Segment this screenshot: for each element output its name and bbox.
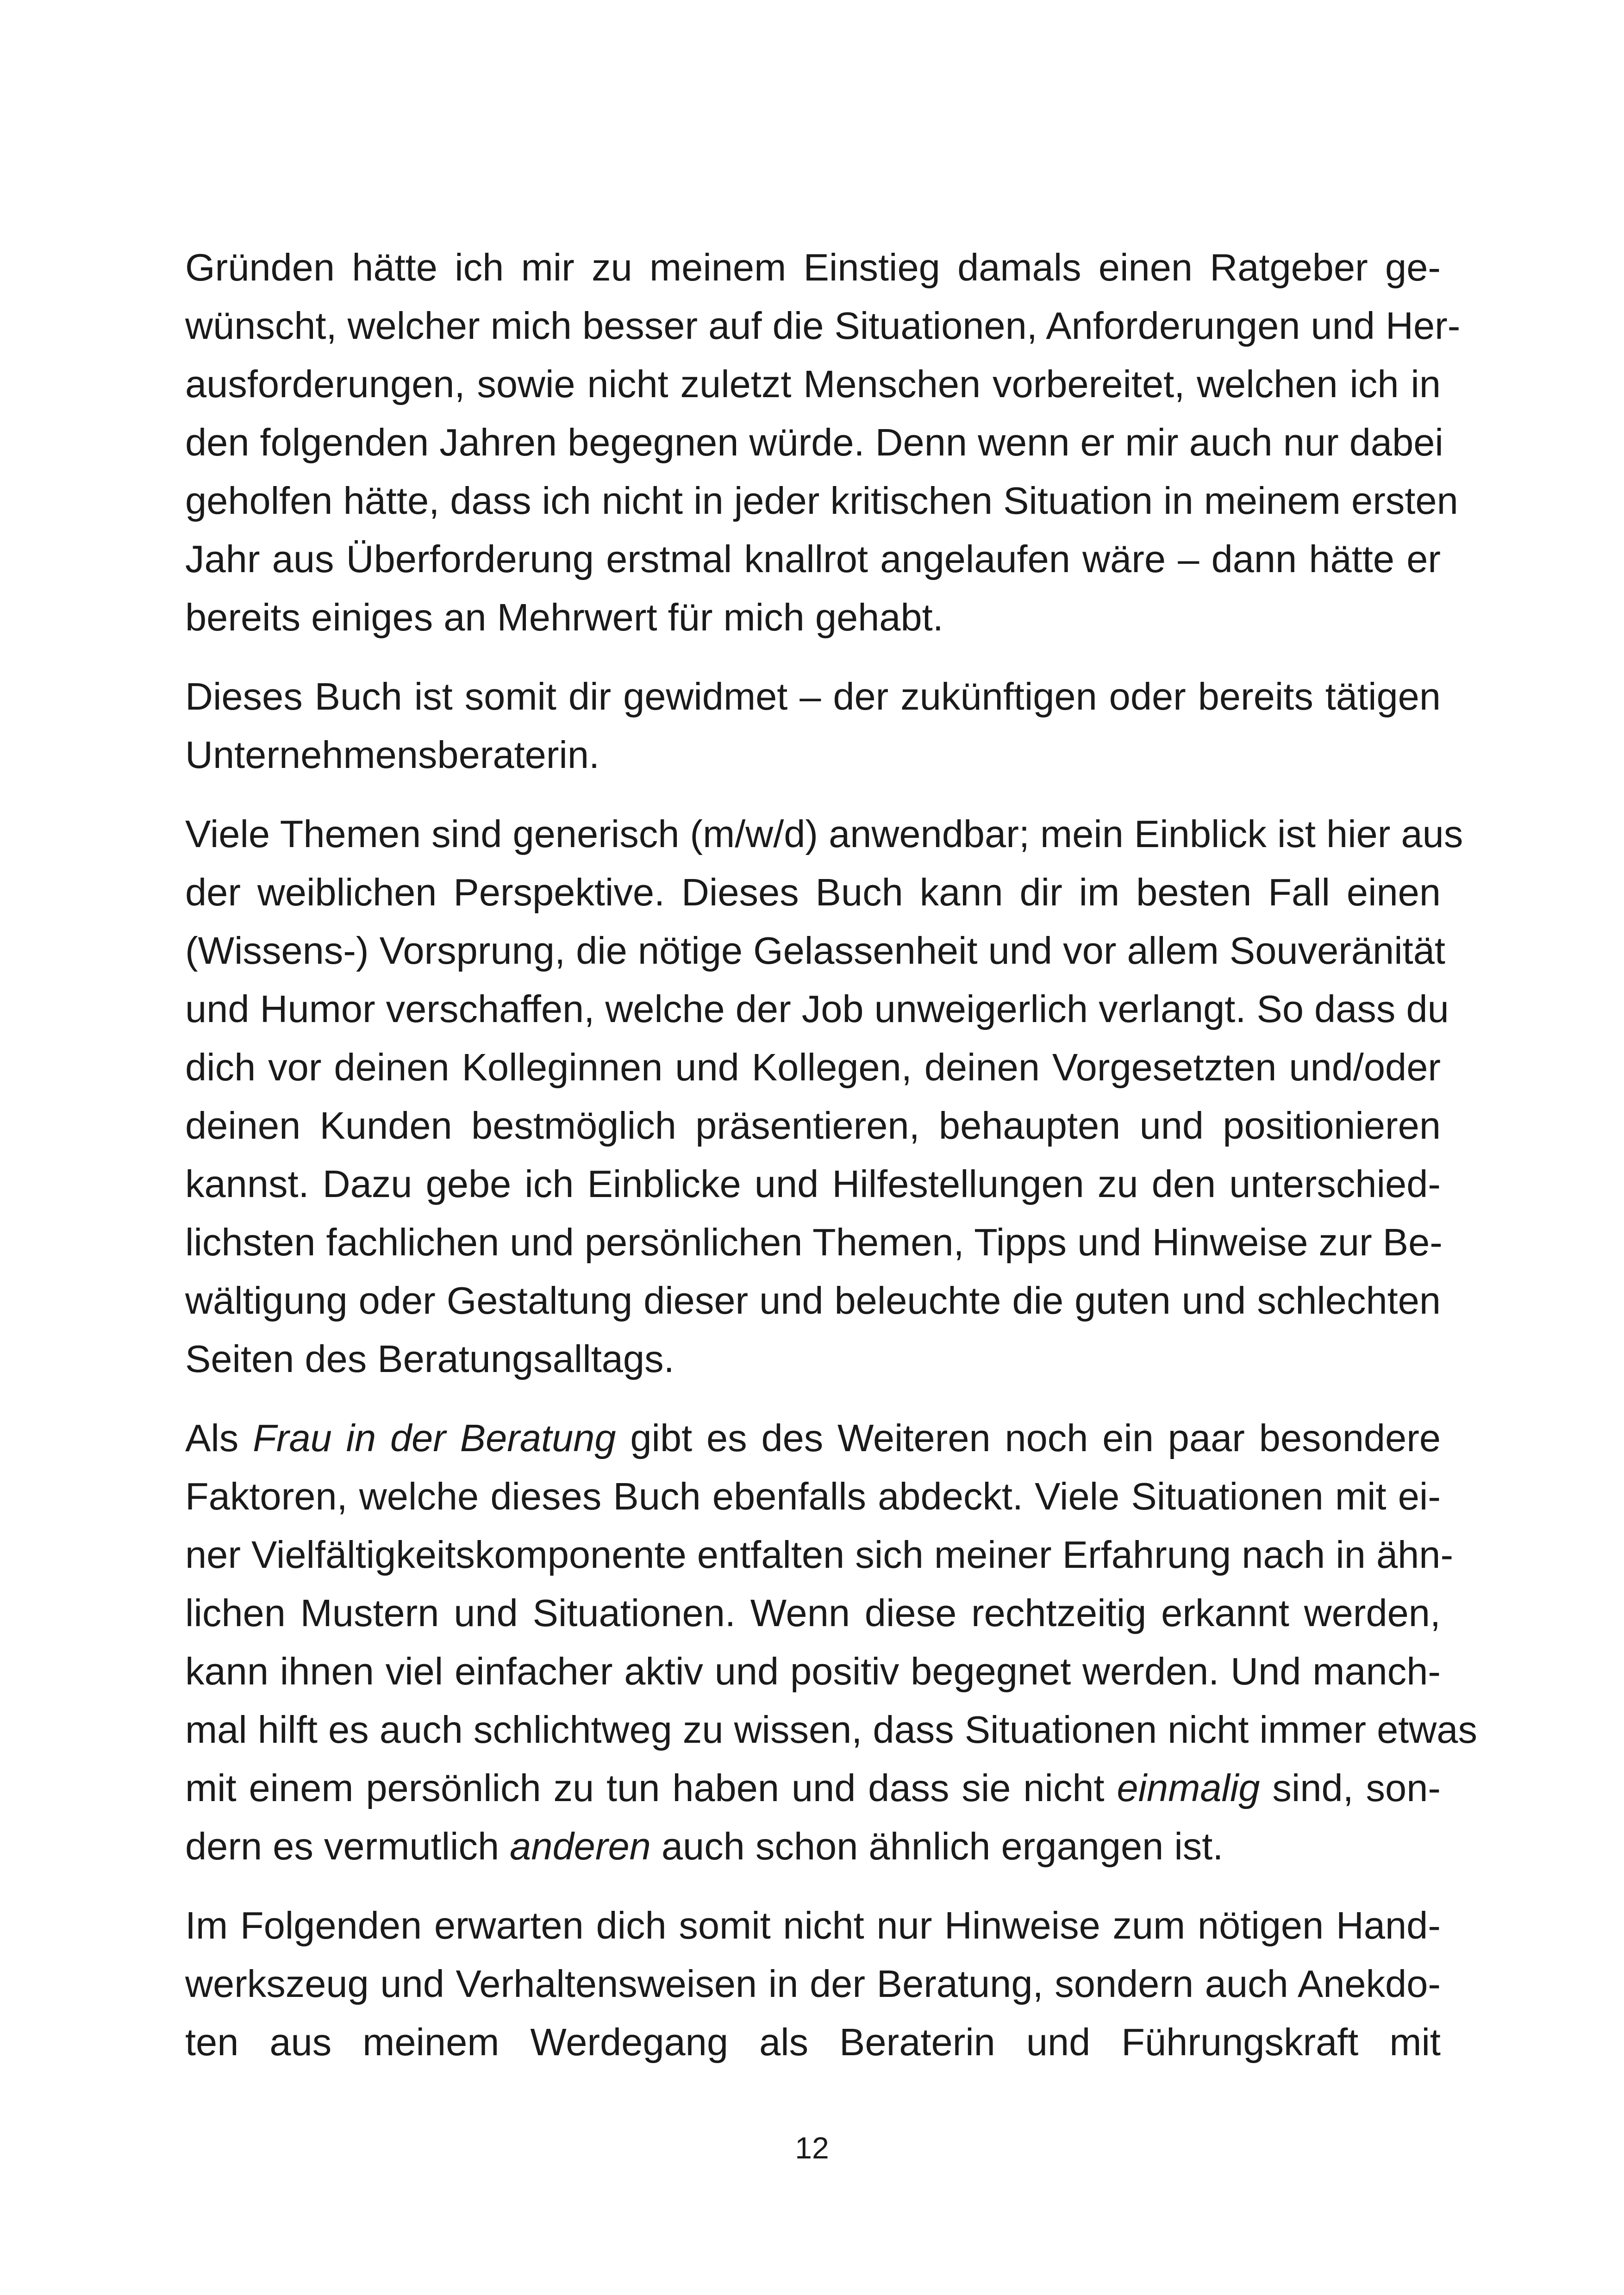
text-segment: Dieses Buch ist somit dir gewidmet – der zukünftigen oder bereits tätigen bbox=[185, 675, 1441, 718]
text-segment: Viele Themen sind generisch (m/w/d) anwendbar; mein Einblick ist hier aus bbox=[185, 812, 1463, 855]
paragraph-gap bbox=[185, 1876, 1441, 1896]
text-segment: mit einem persönlich zu tun haben und dass sie nicht bbox=[185, 1766, 1117, 1809]
text-line bbox=[185, 805, 1463, 863]
text-segment: deinen Kunden bestmöglich präsentieren, behaupten und positionieren bbox=[185, 1104, 1441, 1147]
text-segment: Gründen hätte ich mir zu meinem Einstieg damals einen Ratgeber ge- bbox=[185, 246, 1441, 289]
paragraph bbox=[185, 667, 1441, 784]
text-segment: und Humor verschaffen, welche der Job unweigerlich verlangt. So dass du bbox=[185, 987, 1449, 1030]
text-line bbox=[185, 922, 1445, 980]
text-segment: bereits einiges an Mehrwert für mich gehabt. bbox=[185, 596, 943, 639]
paragraph bbox=[185, 1896, 1441, 2071]
text-segment: kann ihnen viel einfacher aktiv und positiv begegnet werden. Und manch- bbox=[185, 1650, 1441, 1693]
text-line bbox=[185, 1817, 1441, 1876]
text-segment: ausforderungen, sowie nicht zuletzt Menschen vorbereitet, welchen ich in bbox=[185, 362, 1441, 405]
text-line bbox=[185, 530, 1441, 588]
paragraph-gap bbox=[185, 784, 1441, 805]
paragraph-gap bbox=[185, 647, 1441, 667]
text-segment: den folgenden Jahren begegnen würde. Denn wenn er mir auch nur dabei bbox=[185, 421, 1443, 464]
paragraph bbox=[185, 238, 1461, 647]
text-line bbox=[185, 2013, 1441, 2071]
text-segment: ten aus meinem Werdegang als Beraterin und Führungskraft mit bbox=[185, 2021, 1441, 2064]
text-line bbox=[185, 472, 1458, 530]
text-line bbox=[185, 1097, 1441, 1155]
text-line bbox=[185, 1759, 1441, 1817]
text-line bbox=[185, 238, 1441, 297]
text-line bbox=[185, 1526, 1454, 1584]
text-segment: wünscht, welcher mich besser auf die Situationen, Anforderungen und Her- bbox=[185, 304, 1461, 347]
text-line bbox=[185, 297, 1461, 355]
page-number: 12 bbox=[795, 2131, 829, 2165]
text-segment: dich vor deinen Kolleginnen und Kollegen, deinen Vorgesetzten und/oder bbox=[185, 1046, 1441, 1089]
text-line bbox=[185, 667, 1441, 726]
emphasis-text: anderen bbox=[510, 1825, 651, 1868]
text-segment: dern es vermutlich bbox=[185, 1825, 510, 1868]
text-line bbox=[185, 1330, 1441, 1388]
text-line bbox=[185, 1896, 1441, 1955]
page-body bbox=[185, 238, 1477, 2071]
emphasis-text: Frau in der Beratung bbox=[253, 1416, 616, 1459]
text-segment: kannst. Dazu gebe ich Einblicke und Hilfestellungen zu den unterschied- bbox=[185, 1162, 1441, 1205]
text-line bbox=[185, 1155, 1441, 1213]
text-segment: geholfen hätte, dass ich nicht in jeder kritischen Situation in meinem ersten bbox=[185, 479, 1458, 522]
text-line bbox=[185, 1409, 1441, 1467]
text-segment: der weiblichen Perspektive. Dieses Buch kann dir im besten Fall einen bbox=[185, 871, 1441, 914]
text-line bbox=[185, 355, 1441, 413]
text-segment: (Wissens-) Vorsprung, die nötige Gelassenheit und vor allem Souveränität bbox=[185, 929, 1445, 972]
text-line bbox=[185, 413, 1441, 472]
text-segment: Jahr aus Überforderung erstmal knallrot angelaufen wäre – dann hätte er bbox=[185, 537, 1441, 580]
text-segment: mal hilft es auch schlichtweg zu wissen, dass Situationen nicht immer etwas bbox=[185, 1708, 1477, 1751]
text-segment: auch schon ähnlich ergangen ist. bbox=[650, 1825, 1224, 1868]
text-segment: Als bbox=[185, 1416, 253, 1459]
text-segment: wältigung oder Gestaltung dieser und beleuchte die guten und schlechten bbox=[185, 1279, 1441, 1322]
text-segment: ner Vielfältigkeitskomponente entfalten sich meiner Erfahrung nach in ähn- bbox=[185, 1533, 1454, 1576]
text-line bbox=[185, 588, 1441, 647]
text-segment: sind, son- bbox=[1260, 1766, 1441, 1809]
text-line bbox=[185, 1701, 1477, 1759]
text-segment: Faktoren, welche dieses Buch ebenfalls abdeckt. Viele Situationen mit ei- bbox=[185, 1475, 1441, 1518]
text-line bbox=[185, 863, 1441, 922]
text-line bbox=[185, 1467, 1441, 1526]
emphasis-text: einmalig bbox=[1117, 1766, 1260, 1809]
text-line bbox=[185, 1272, 1441, 1330]
text-segment: werkszeug und Verhaltensweisen in der Beratung, sondern auch Anekdo- bbox=[185, 1962, 1441, 2005]
paragraph bbox=[185, 805, 1463, 1388]
paragraph-gap bbox=[185, 1388, 1441, 1409]
text-line bbox=[185, 1038, 1441, 1097]
text-segment: lichen Mustern und Situationen. Wenn diese rechtzeitig erkannt werden, bbox=[185, 1591, 1441, 1634]
text-segment: Seiten des Beratungsalltags. bbox=[185, 1337, 675, 1380]
paragraph bbox=[185, 1409, 1477, 1876]
text-line bbox=[185, 726, 1441, 784]
text-line bbox=[185, 1642, 1441, 1701]
text-segment: lichsten fachlichen und persönlichen Themen, Tipps und Hinweise zur Be- bbox=[185, 1221, 1443, 1264]
text-segment: Im Folgenden erwarten dich somit nicht nur Hinweise zum nötigen Hand- bbox=[185, 1904, 1441, 1947]
text-line bbox=[185, 1955, 1441, 2013]
text-line bbox=[185, 980, 1449, 1038]
text-line bbox=[185, 1584, 1441, 1642]
text-line bbox=[185, 1213, 1441, 1272]
text-segment: gibt es des Weiteren noch ein paar besondere bbox=[616, 1416, 1441, 1459]
text-segment: Unternehmensberaterin. bbox=[185, 733, 600, 776]
